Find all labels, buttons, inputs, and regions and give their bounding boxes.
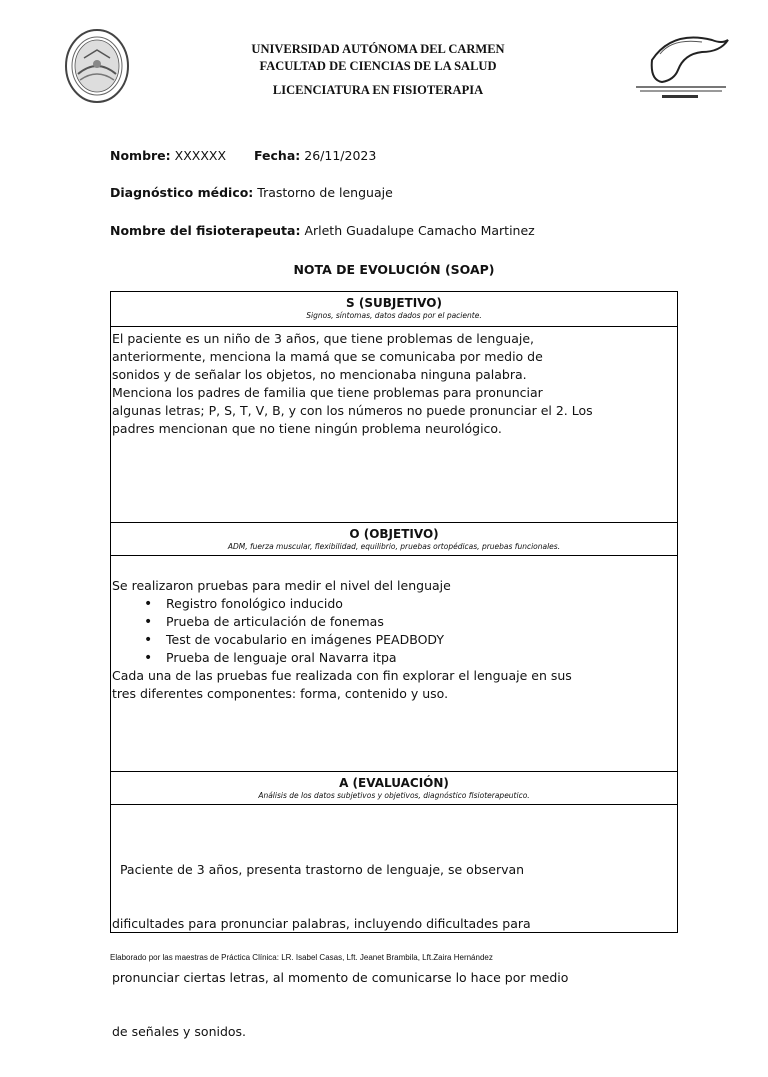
objective-body (112, 577, 673, 703)
assessment-header (111, 772, 677, 805)
program-name: LICENCIATURA EN FISIOTERAPIA (272, 83, 484, 97)
subjective-line: algunas letras; P, S, T, V, B, y con los números no puede pronunciar el 2. Los (112, 403, 593, 418)
diagnosis-label: Diagnóstico médico: (110, 185, 254, 200)
subjective-title: S (SUBJETIVO) (346, 296, 442, 310)
subjective-header (111, 292, 677, 327)
assessment-line: pronunciar ciertas letras, al momento de comunicarse lo hace por medio (112, 970, 569, 985)
objective-closing-line: tres diferentes componentes: forma, contenido y uso. (112, 686, 449, 701)
list-item: • Prueba de lenguaje oral Navarra itpa (144, 649, 673, 667)
date-value: 26/11/2023 (304, 148, 377, 163)
therapist-row (110, 223, 535, 238)
document-footer: Elaborado por las maestras de Práctica Clínica: LR. Isabel Casas, Lft. Jeanet Brambila, Lft.Zaira Hernández (110, 953, 493, 962)
diagnosis-value: Trastorno de lenguaje (257, 185, 393, 200)
soap-title: NOTA DE EVOLUCIÓN (SOAP) (293, 262, 495, 277)
university-seal-icon (64, 28, 130, 104)
therapist-label: Nombre del fisioterapeuta: (110, 223, 301, 238)
subjective-line: El paciente es un niño de 3 años, que tiene problemas de lenguaje, (112, 331, 534, 346)
faculty-name: FACULTAD DE CIENCIAS DE LA SALUD (259, 59, 497, 73)
subjective-line: anteriormente, menciona la mamá que se comunicaba por medio de (112, 349, 543, 364)
assessment-line: Paciente de 3 años, presenta trastorno de lenguaje, se observan (112, 862, 525, 877)
university-name: UNIVERSIDAD AUTÓNOMA DEL CARMEN (251, 42, 505, 56)
objective-subtitle: ADM, fuerza muscular, flexibilidad, equilibrio, pruebas ortopédicas, pruebas funcionales. (227, 542, 561, 551)
name-label: Nombre: (110, 148, 171, 163)
list-item: • Registro fonológico inducido (144, 595, 673, 613)
subjective-line: padres mencionan que no tiene ningún problema neurológico. (112, 421, 502, 436)
objective-intro: Se realizaron pruebas para medir el nivel del lenguaje (112, 578, 451, 593)
diagnosis-row (110, 185, 393, 200)
date-label: Fecha: (254, 148, 301, 163)
tests-list (112, 595, 673, 667)
objective-closing-line: Cada una de las pruebas fue realizada con fin explorar el lenguaje en sus (112, 668, 572, 683)
institution-logo-icon (632, 30, 730, 100)
assessment-line: de señales y sonidos. (112, 1024, 247, 1039)
therapist-value: Arleth Guadalupe Camacho Martinez (304, 223, 535, 238)
name-value: XXXXXX (174, 148, 227, 163)
list-item: • Test de vocabulario en imágenes PEADBODY (144, 631, 673, 649)
objective-title: O (OBJETIVO) (349, 527, 439, 541)
assessment-line: dificultades para pronunciar palabras, incluyendo dificultades para (112, 916, 531, 931)
subjective-line: sonidos y de señalar los objetos, no mencionaba ninguna palabra. (112, 367, 527, 382)
assessment-title: A (EVALUACIÓN) (339, 776, 449, 790)
assessment-subtitle: Análisis de los datos subjetivos y objetivos, diagnóstico fisioterapeutico. (258, 791, 530, 800)
subjective-body (112, 330, 673, 438)
assessment-body (112, 825, 673, 1077)
subjective-subtitle: Signos, síntomas, datos dados por el paciente. (306, 311, 482, 320)
name-date-row (110, 148, 376, 163)
subjective-line: Menciona los padres de familia que tiene problemas para pronunciar (112, 385, 543, 400)
objective-header (111, 523, 677, 556)
list-item: • Prueba de articulación de fonemas (144, 613, 673, 631)
document-header (200, 41, 556, 99)
